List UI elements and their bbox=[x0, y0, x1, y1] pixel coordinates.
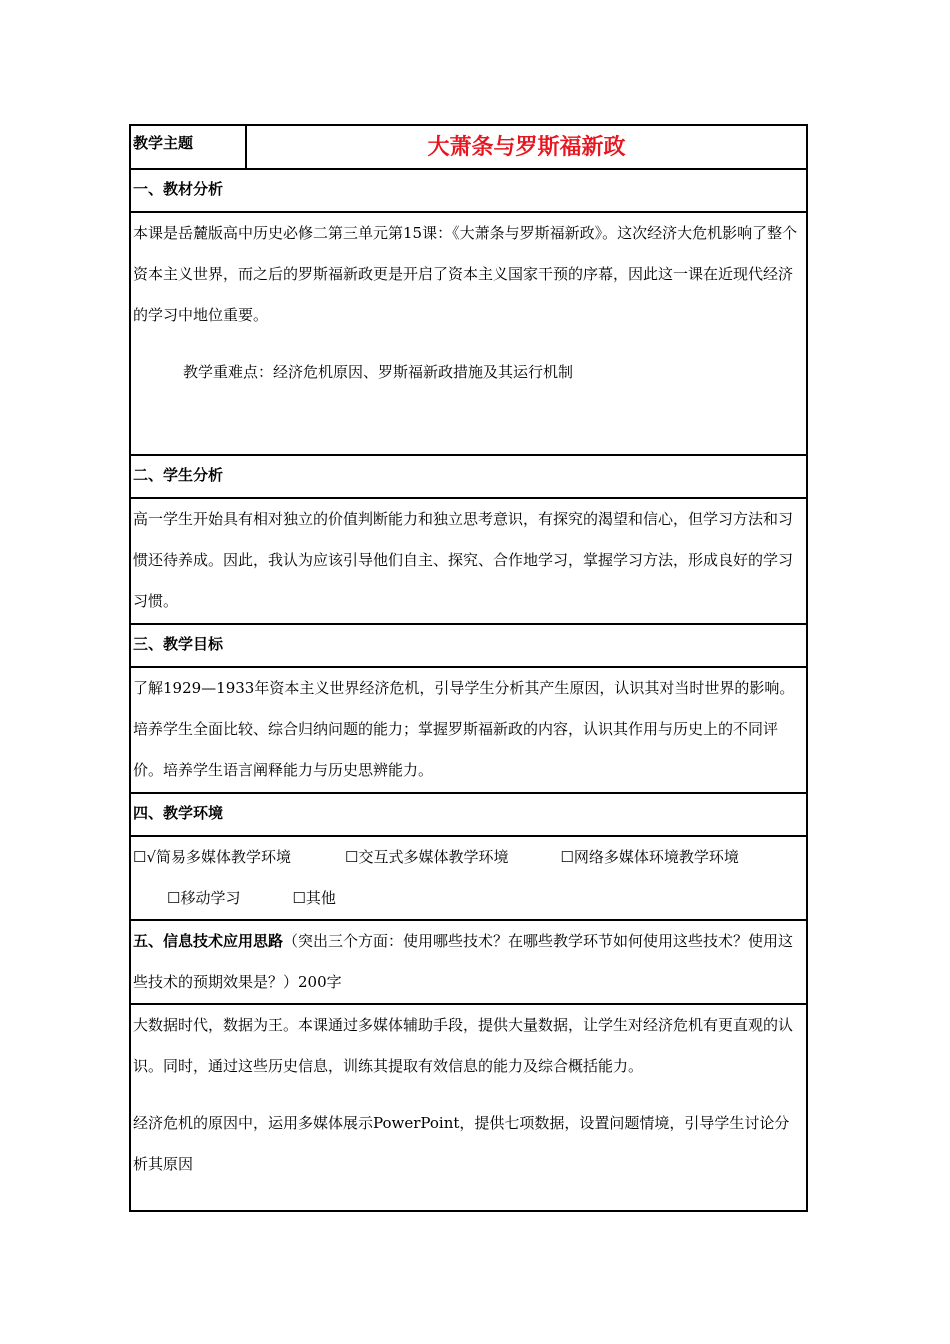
option-network-multimedia[interactable]: ☐网络多媒体环境教学环境 bbox=[560, 848, 739, 866]
student-analysis-text: 高一学生开始具有相对独立的价值判断能力和独立思考意识，有探究的渴望和信心，但学习方法和习惯还待养成。因此，我认为应该引导他们自主、探究、合作地学习，掌握学习方法，形成良好的学习习惯。 bbox=[133, 510, 794, 610]
section-2-body-row bbox=[130, 498, 807, 624]
section-1-heading-row bbox=[130, 169, 807, 212]
section-5-heading-cell bbox=[130, 920, 807, 1004]
option-simple-multimedia[interactable]: ☐√简易多媒体教学环境 bbox=[133, 848, 292, 866]
environment-options-line-1 bbox=[133, 837, 804, 878]
key-difficulties-text: 教学重难点：经济危机原因、罗斯福新政措施及其运行机制 bbox=[183, 363, 574, 381]
section-4-body-row bbox=[130, 836, 807, 920]
topic-label: 教学主题 bbox=[130, 125, 246, 169]
option-interactive-multimedia[interactable]: ☐交互式多媒体教学环境 bbox=[345, 848, 509, 866]
section-3-body-row bbox=[130, 667, 807, 793]
teaching-goals-text: 了解1929—1933年资本主义世界经济危机，引导学生分析其产生原因，认识其对当时世界的影响。培养学生全面比较、综合归纳问题的能力；掌握罗斯福新政的内容，认识其作用与历史上的不同评价。培养学生语言阐释能力与历史思辨能力。 bbox=[133, 679, 795, 779]
section-1-heading: 一、教材分析 bbox=[130, 169, 807, 212]
section-2-heading-row bbox=[130, 455, 807, 498]
section-5-heading: 五、信息技术应用思路 bbox=[133, 932, 284, 950]
section-5-body-row bbox=[130, 1004, 807, 1211]
section-2-body bbox=[130, 498, 807, 624]
section-1-body bbox=[130, 212, 807, 455]
section-5-note: （突出三个方面：使用哪些技术？在哪些教学环节如何使用这些技术？使用这些技术的预期效果是？）200字 bbox=[133, 932, 794, 991]
section-4-heading-row bbox=[130, 793, 807, 836]
lesson-plan-sheet bbox=[129, 124, 808, 1212]
it-application-text-2: 经济危机的原因中，运用多媒体展示PowerPoint，提供七项数据，设置问题情境，引导学生讨论分析其原因 bbox=[133, 1114, 790, 1173]
section-3-body bbox=[130, 667, 807, 793]
it-application-text-1: 大数据时代，数据为王。本课通过多媒体辅助手段，提供大量数据，让学生对经济危机有更直观的认识。同时，通过这些历史信息，训练其提取有效信息的能力及综合概括能力。 bbox=[133, 1016, 794, 1075]
lesson-plan-table bbox=[129, 124, 808, 1212]
option-mobile-learning[interactable]: ☐移动学习 bbox=[167, 889, 241, 907]
textbook-analysis-text: 本课是岳麓版高中历史必修二第三单元第15课：《大萧条与罗斯福新政》。这次经济大危机影响了整个资本主义世界，而之后的罗斯福新政更是开启了资本主义国家干预的序幕，因此这一课在近现代经济的学习中地位重要。 bbox=[133, 224, 798, 324]
header-row bbox=[130, 125, 807, 169]
section-5-heading-row bbox=[130, 920, 807, 1004]
section-4-heading: 四、教学环境 bbox=[130, 793, 807, 836]
section-4-body bbox=[130, 836, 807, 920]
section-3-heading: 三、教学目标 bbox=[130, 624, 807, 667]
environment-options-line-2 bbox=[133, 878, 804, 919]
section-3-heading-row bbox=[130, 624, 807, 667]
section-2-heading: 二、学生分析 bbox=[130, 455, 807, 498]
option-other[interactable]: ☐其他 bbox=[292, 889, 336, 907]
topic-title: 大萧条与罗斯福新政 bbox=[246, 125, 807, 169]
section-1-body-row bbox=[130, 212, 807, 455]
section-5-body bbox=[130, 1004, 807, 1211]
